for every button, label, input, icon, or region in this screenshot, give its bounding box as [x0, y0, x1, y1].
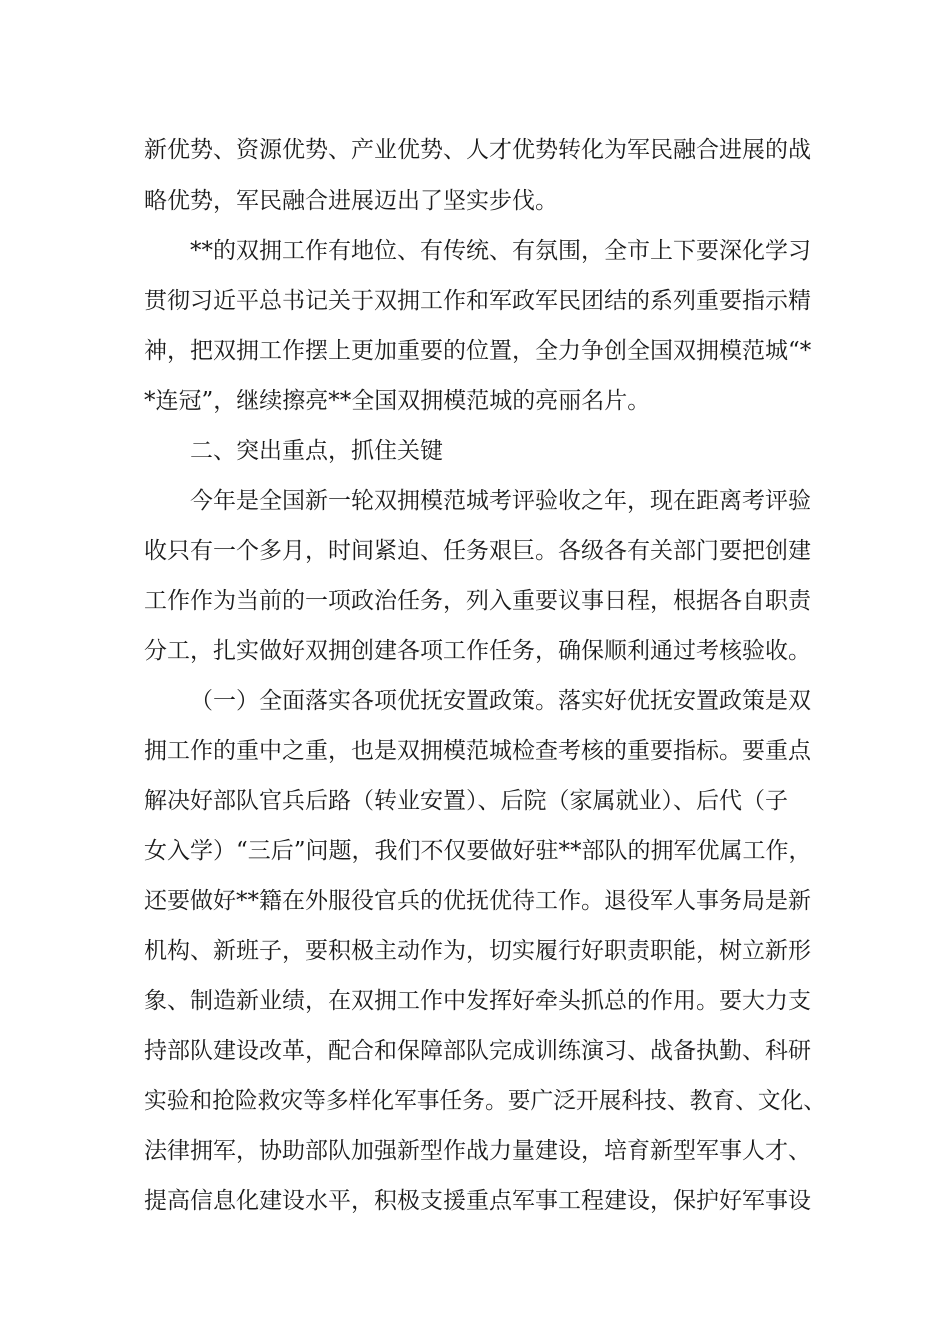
- text-line: 还要做好**籍在外服役官兵的优抚优待工作。退役军人事务局是新: [144, 888, 811, 914]
- text-line: 女入学）“三后”问题，我们不仅要做好驻**部队的拥军优属工作，: [144, 838, 812, 864]
- text-line: 略优势，军民融合进展迈出了坚实步伐。: [144, 188, 558, 214]
- section-heading: 二、突出重点，抓住关键: [190, 438, 443, 464]
- text-line: 新优势、资源优势、产业优势、人才优势转化为军民融合进展的战: [144, 137, 811, 163]
- subsection-heading-line: （一）全面落实各项优抚安置政策。落实好优抚安置政策是双: [190, 688, 811, 714]
- text-line: 工作作为当前的一项政治任务，列入重要议事日程，根据各自职责: [144, 588, 811, 614]
- text-line: 分工，扎实做好双拥创建各项工作任务，确保顺利通过考核验收。: [144, 638, 811, 664]
- text-line: 实验和抢险救灾等多样化军事任务。要广泛开展科技、教育、文化、: [144, 1088, 826, 1114]
- text-line: 拥工作的重中之重，也是双拥模范城检查考核的重要指标。要重点: [144, 738, 811, 764]
- text-line: 法律拥军，协助部队加强新型作战力量建设，培育新型军事人才、: [144, 1138, 811, 1164]
- text-line: 神，把双拥工作摆上更加重要的位置，全力争创全国双拥模范城“*: [144, 338, 812, 364]
- text-line: 解决好部队官兵后路（转业安置）、后院（家属就业）、后代（子: [144, 788, 788, 814]
- text-line: *连冠”，继续擦亮**全国双拥模范城的亮丽名片。: [144, 388, 651, 414]
- text-line: 提高信息化建设水平，积极支援重点军事工程建设，保护好军事设: [144, 1188, 811, 1214]
- paragraph-start-line: 今年是全国新一轮双拥模范城考评验收之年，现在距离考评验: [190, 488, 811, 514]
- text-line: 收只有一个多月，时间紧迫、任务艰巨。各级各有关部门要把创建: [144, 538, 811, 564]
- text-line: 持部队建设改革，配合和保障部队完成训练演习、战备执勤、科研: [144, 1038, 811, 1064]
- text-line: 象、制造新业绩，在双拥工作中发挥好牵头抓总的作用。要大力支: [144, 988, 811, 1014]
- paragraph-start-line: **的双拥工作有地位、有传统、有氛围，全市上下要深化学习: [190, 238, 811, 264]
- text-line: 贯彻习近平总书记关于双拥工作和军政军民团结的系列重要指示精: [144, 288, 811, 314]
- text-line: 机构、新班子，要积极主动作为，切实履行好职责职能，树立新形: [144, 938, 811, 964]
